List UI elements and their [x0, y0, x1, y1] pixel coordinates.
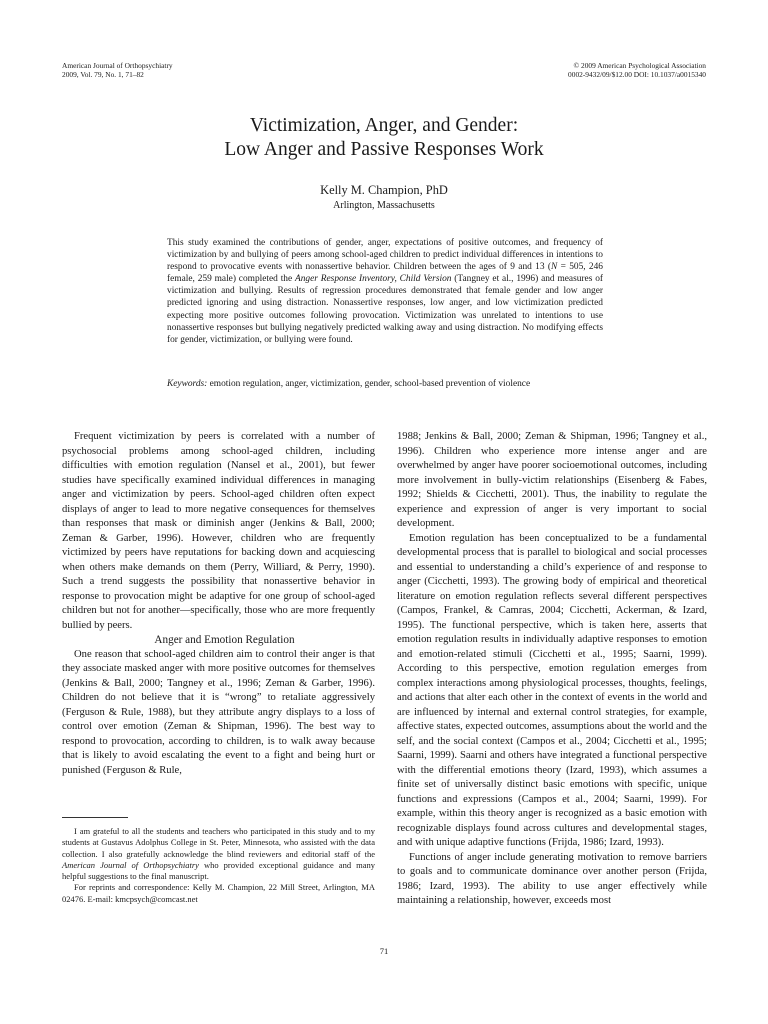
- abstract-text-3: (Tangney et al., 1996) and measures of victimization and bullying. Results of regression procedures demonstrated that female gender and low anger predicted ignoring and using distraction. Nonassertive responses, low anger, and low victimization predicted expecting more positive outcomes following provocation. Victimization was unrelated to intentions to use nonassertive responses but bullying negatively predicted walking away and using distraction. No modifying effects for gender, victimization, or bullying were found.: [167, 274, 603, 345]
- title-line-2: Low Anger and Passive Responses Work: [224, 139, 544, 160]
- abstract: [167, 237, 603, 346]
- doi-line: 0002-9432/09/$12.00 DOI: 10.1037/a0015340: [568, 70, 706, 80]
- footnote-journal: American Journal of Orthopsychiatry: [62, 859, 199, 870]
- section-heading: Anger and Emotion Regulation: [154, 634, 295, 646]
- author-name: Kelly M. Champion, PhD: [320, 183, 448, 197]
- abstract-text-1: This study examined the contributions of gender, anger, expectations of positive outcomes, and frequency of victimization by and bullying of peers among school-aged children to predict individual differences in intentions to respond to provocative events with nonassertive behavior. Children between the ages of 9 and 13 (: [167, 238, 603, 273]
- paragraph: One reason that school-aged children aim to control their anger is that they associate masked anger with more positive outcomes for themselves (Jenkins & Ball, 2000; Tangney et al., 1996; Zeman & Garber, 1996). Children do not believe that it is “wrong” to retaliate aggressively (Ferguson & Rule, 1988), but they attribute angry displays to a loss of control over emotion (Zeman & Shipman, 1996). The best way to respond to provocation, according to children, is to walk away because that is likely to avoid escalating the event to a fight and being hurt or punished (Ferguson & Rule,: [62, 648, 375, 776]
- paragraph: Emotion regulation has been conceptualized to be a fundamental developmental process that is parallel to biological and social processes and essential to understanding a child’s experience of and response to anger (Cicchetti, 1993). The growing body of empirical and theoretical literature on emotion regulation reflects several different perspectives (Campos, Frankel, & Camras, 2004; Cicchetti, Ackerman, & Izard, 1995). The functional perspective, which is taken here, asserts that emotion regulation results in individually adaptive responses to emotion and emotion-related stimuli (Cicchetti et al., 1995; Saarni, 1999). According to this perspective, emotion regulation emerges from complex interactions among physiological processes, thoughts, feelings, and actions that alter each other in the context of events in the world and are influenced by internal and external control strategies, for example, affective states, expected outcomes, assumptions about the world and the self, and the social context (Campos et al., 2004; Cicchetti et al., 1995; Saarni, 1999). Saarni and others have integrated a functional perspective with the differential emotions theory (Izard, 1993), which assumes a finite set of universally distinct basic emotions with specific, unique functions and expressions (Campos et al., 2004; Saarni, 1999). For example, within this theory anger is recognized as a basic emotion with recognizable displays found across cultures and developmental stages, and with unique adaptive functions (Frijda, 1986; Izard, 1993).: [397, 532, 707, 848]
- abstract-text-2: = 505, 246 female, 259 male) completed the: [167, 262, 603, 285]
- copyright-line: © 2009 American Psychological Association: [573, 61, 706, 70]
- journal-header: [62, 61, 173, 80]
- author-affiliation: Arlington, Massachusetts: [333, 200, 435, 211]
- body-left-column: [62, 430, 375, 778]
- footnote-divider: [62, 817, 128, 818]
- paragraph: Functions of anger include generating motivation to remove barriers to goals and to communicate dominance over another person (Frijda, 1986; Izard, 1993). The ability to use anger effectively while maintaining a relationship, however, exceeds most: [397, 851, 707, 906]
- paragraph: 1988; Jenkins & Ball, 2000; Zeman & Shipman, 1996; Tangney et al., 1996). Children who experience more intense anger and are overwhelmed by anger have poorer socioemotional outcomes, including more involvement in bully-victim relationships (Eisenberg & Fabes, 1992; Shields & Cicchetti, 2001). Thus, the inability to regulate the experience and expression of anger is very important to social development.: [397, 431, 707, 529]
- title-line-1: Victimization, Anger, and Gender:: [249, 115, 519, 136]
- footnote-acknowledgment: [62, 826, 375, 882]
- journal-name: American Journal of Orthopsychiatry: [62, 61, 173, 70]
- abstract-instrument: Anger Response Inventory, Child Version: [295, 274, 452, 285]
- paragraph: Frequent victimization by peers is correlated with a number of psychosocial problems among school-aged children, including difficulties with emotion regulation (Nansel et al., 2001), but fewer studies have specifically examined individual differences in managing anger and victimization by peers. School-aged children often expect displays of anger to lead to more negative consequences for themselves than responses that mask or diminish anger (Jenkins & Ball, 2000; Zeman & Garber, 1996). However, children who are frequently victimized by peers have reputations for backing down and acquiescing when others make demands on them (Perry, Williard, & Perry, 1990). Such a trend suggests the possibility that nonassertive behavior in response to provocation might be adaptive for one group of school-aged children but not for another—specifically, those who are more frequently bullied by peers.: [62, 431, 375, 631]
- keywords-label: Keywords:: [167, 379, 208, 389]
- copyright-header: [568, 61, 706, 80]
- body-right-column: [397, 430, 707, 909]
- footnote-correspondence: For reprints and correspondence: Kelly M. Champion, 22 Mill Street, Arlington, MA 02476. E-mail: kmcpsych@comcast.net: [62, 882, 375, 904]
- journal-volume: 2009, Vol. 79, No. 1, 71–82: [62, 70, 144, 80]
- keywords-text: emotion regulation, anger, victimization, gender, school-based prevention of violence: [207, 379, 531, 389]
- article-title: [0, 114, 768, 162]
- footnote-text-b: who provided exceptional guidance and many helpful suggestions to the final manuscript.: [62, 859, 375, 882]
- abstract-n-label: N: [550, 262, 558, 273]
- footnote-text-a: I am grateful to all the students and teachers who participated in this study and to my students at Gustavus Adolphus College in St. Peter, Minnesota, who assisted with the data collection. I also gratefully acknowledge the blind reviewers and editorial staff of the: [62, 826, 375, 859]
- keywords: [167, 378, 603, 390]
- footnote: [62, 826, 375, 905]
- page-number: 71: [379, 946, 389, 956]
